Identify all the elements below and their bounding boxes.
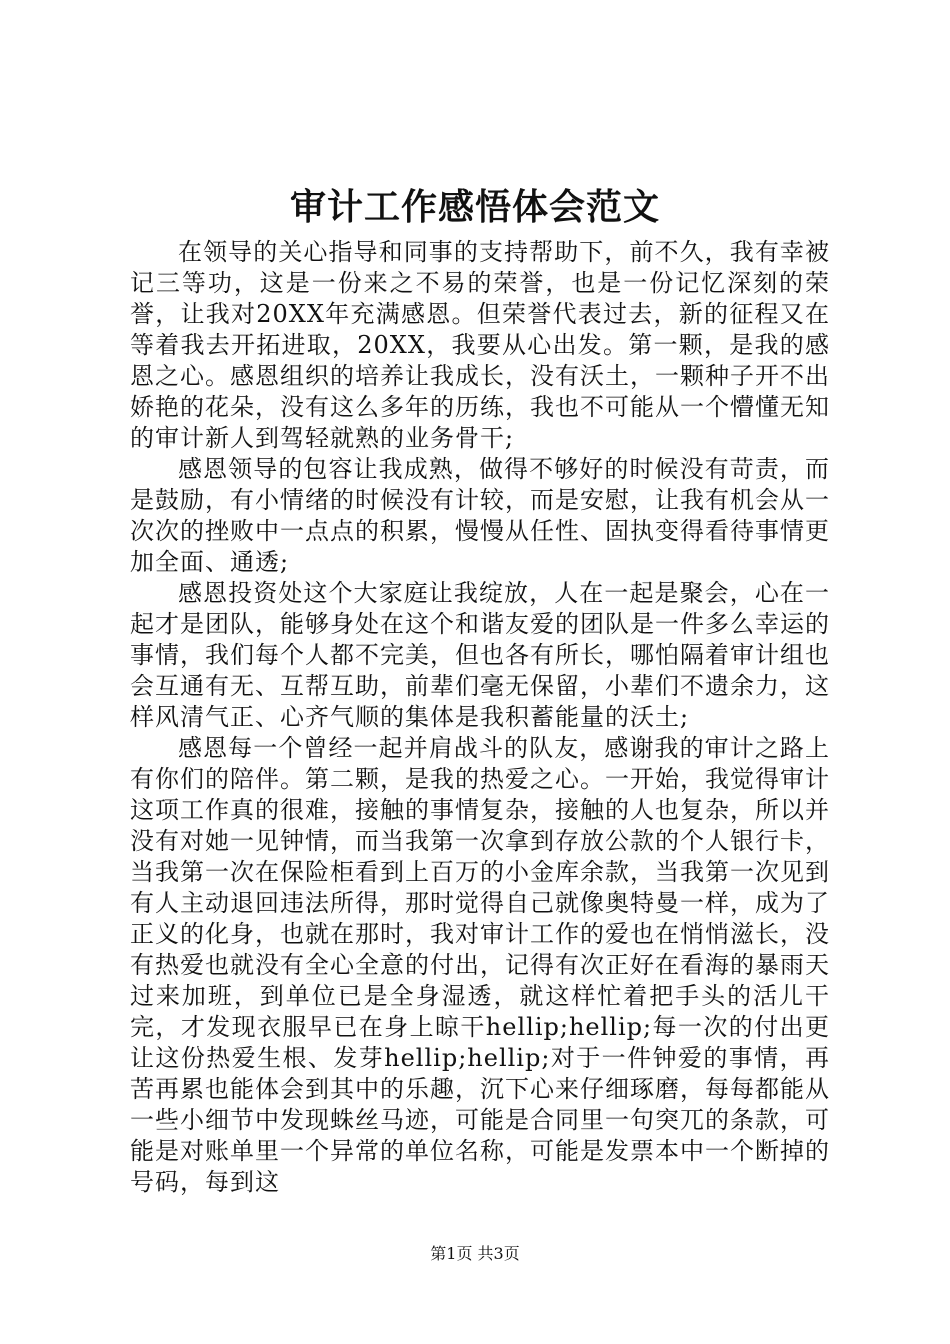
page-number: 第1页 共3页: [430, 1244, 520, 1263]
paragraph-4: 感恩每一个曾经一起并肩战斗的队友，感谢我的审计之路上有你们的陪伴。第二颗，是我的热爱之心。一开始，我觉得审计这项工作真的很难，接触的事情复杂，接触的人也复杂，所以并没有对她一见钟情，而当我第一次拿到存放公款的个人银行卡，当我第一次在保险柜看到上百万的小金库余款，当我第一次见到有人主动退回违法所得，那时觉得自己就像奥特曼一样，成为了正义的化身，也就在那时，我对审计工作的爱也在悄悄滋长，没有热爱也就没有全心全意的付出，记得有次正好在看海的暴雨天过来加班，到单位已是全身湿透，就这样忙着把手头的活儿干完，才发现衣服早已在身上晾干hellip;hellip;每一次的付出更让这份热爱生根、发芽hellip;hellip;对于一件钟爱的事情，再苦再累也能体会到其中的乐趣，沉下心来仔细琢磨，每每都能从一些小细节中发现蛛丝马迹，可能是合同里一句突兀的条款，可能是对账单里一个异常的单位名称，可能是发票本中一个断掉的号码，每到这: [130, 734, 830, 1196]
paragraph-2: 感恩领导的包容让我成熟，做得不够好的时候没有苛责，而是鼓励，有小情绪的时候没有计较，而是安慰，让我有机会从一次次的挫败中一点点的积累，慢慢从任性、固执变得看待事情更加全面、通透;: [130, 455, 830, 576]
document-title: 审计工作感悟体会范文: [289, 186, 660, 228]
document-body: [130, 237, 830, 1198]
paragraph-1: 在领导的关心指导和同事的支持帮助下，前不久，我有幸被记三等功，这是一份来之不易的荣誉，也是一份记忆深刻的荣誉，让我对20XX年充满感恩。但荣誉代表过去，新的征程又在等着我去开拓进取，20XX，我要从心出发。第一颗，是我的感恩之心。感恩组织的培养让我成长，没有沃土，一颗种子开不出娇艳的花朵，没有这么多年的历练，我也不可能从一个懵懂无知的审计新人到驾轻就熟的业务骨干;: [130, 238, 830, 452]
paragraph-3: 感恩投资处这个大家庭让我绽放，人在一起是聚会，心在一起才是团队，能够身处在这个和谐友爱的团队是一件多么幸运的事情，我们每个人都不完美，但也各有所长，哪怕隔着审计组也会互通有无、互帮互助，前辈们毫无保留，小辈们不遗余力，这样风清气正、心齐气顺的集体是我积蓄能量的沃土;: [130, 579, 830, 731]
